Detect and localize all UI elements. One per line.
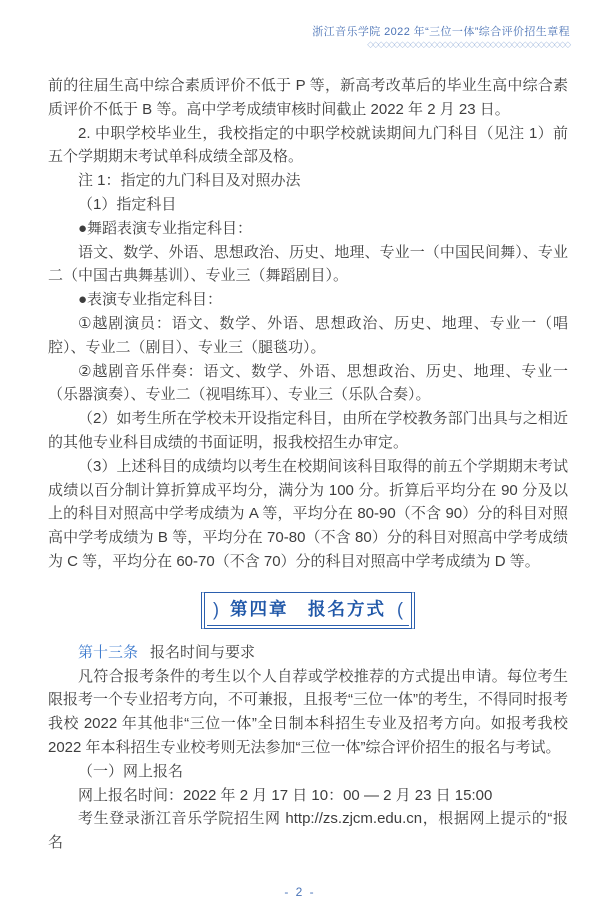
- paragraph: （1）指定科目: [78, 195, 177, 213]
- paragraph: 考生登录浙江音乐学院招生网 http://zs.zjcm.edu.cn，根据网上提示的“报名: [48, 810, 568, 852]
- article-title: 报名时间与要求: [150, 643, 256, 661]
- paragraph: （2）如考生所在学校未开设指定科目，由所在学校教务部门出具与之相近的其他专业科目成绩的书面证明，报我校招生办审定。: [48, 410, 568, 451]
- paragraph: 网上报名时间：2022 年 2 月 17 日 10：00 — 2 月 23 日 15:00: [78, 786, 493, 804]
- paragraph: 前的往届生高中综合素质评价不低于 P 等，新高考改革后的毕业生高中综合素质评价不低于 B 等。高中学考成绩审核时间截止 2022 年 2 月 23 日。: [48, 77, 568, 118]
- paragraph: ①越剧演员：语文、数学、外语、思想政治、历史、地理、专业一（唱腔）、专业二（剧目）、专业三（腿毯功）。: [48, 314, 568, 356]
- paragraph: 凡符合报考条件的考生以个人自荐或学校推荐的方式提出申请。每位考生限报考一个专业招考方向，不可兼报，且报考“三位一体”的考生，不得同时报考我校 2022 年其他非“三位一体”全日制本科招生专业及招考方向。如报考我校 2022 年本科招生专业校考则无法参加“三位一体”综合评价招生的报名与考试。: [48, 667, 568, 756]
- paragraph: 语文、数学、外语、思想政治、历史、地理、专业一（中国民间舞）、专业二（中国古典舞基训）、专业三（舞蹈剧目）。: [48, 243, 568, 285]
- paragraph: 2. 中职学校毕业生，我校指定的中职学校就读期间九门科目（见注 1）前五个学期期末考试单科成绩全部及格。: [48, 124, 568, 166]
- page-footer: [0, 883, 600, 901]
- chapter-banner: [201, 592, 415, 629]
- paragraph: ●舞蹈表演专业指定科目：: [78, 219, 253, 237]
- paragraph: （3）上述科目的成绩均以考生在校期间该科目取得的前五个学期期末考试成绩以百分制计算折算成平均分，满分为 100 分。折算后平均分在 90 分及以上的科目对照高中学考成绩为 A 等，平均分在 80-90（不含 90）分的科目对照高中学考成绩为 B 等，平均分在 70-80（不含 80）分的科目对照高中学考成绩为 C 等，平均分在 60-70（不含 70）分的科目对照高中学考成绩为 D 等。: [48, 457, 568, 570]
- page-header: [312, 25, 570, 49]
- paragraph: ●表演专业指定科目：: [78, 291, 223, 309]
- banner-curl-right-icon: (: [397, 599, 403, 620]
- article-number: 第十三条: [78, 643, 139, 661]
- page-number: - 2 -: [284, 885, 316, 899]
- chapter-title: 第四章 报名方式: [230, 598, 386, 619]
- header-divider-ornament: ◇◇◇◇◇◇◇◇◇◇◇◇◇◇◇◇◇◇◇◇◇◇◇◇◇◇◇◇◇◇◇◇◇◇◇◇◇◇: [367, 39, 570, 49]
- header-title: 浙江音乐学院 2022 年“三位一体”综合评价招生章程: [312, 26, 570, 38]
- paragraph: 注 1：指定的九门科目及对照办法: [78, 172, 301, 190]
- article-heading: [48, 641, 568, 665]
- paragraph: （一）网上报名: [78, 762, 184, 780]
- document-body: [48, 74, 568, 855]
- banner-curl-left-icon: ): [213, 599, 219, 620]
- paragraph: ②越剧音乐伴奏：语文、数学、外语、思想政治、历史、地理、专业一（乐器演奏）、专业二（视唱练耳）、专业三（乐队合奏）。: [48, 362, 568, 404]
